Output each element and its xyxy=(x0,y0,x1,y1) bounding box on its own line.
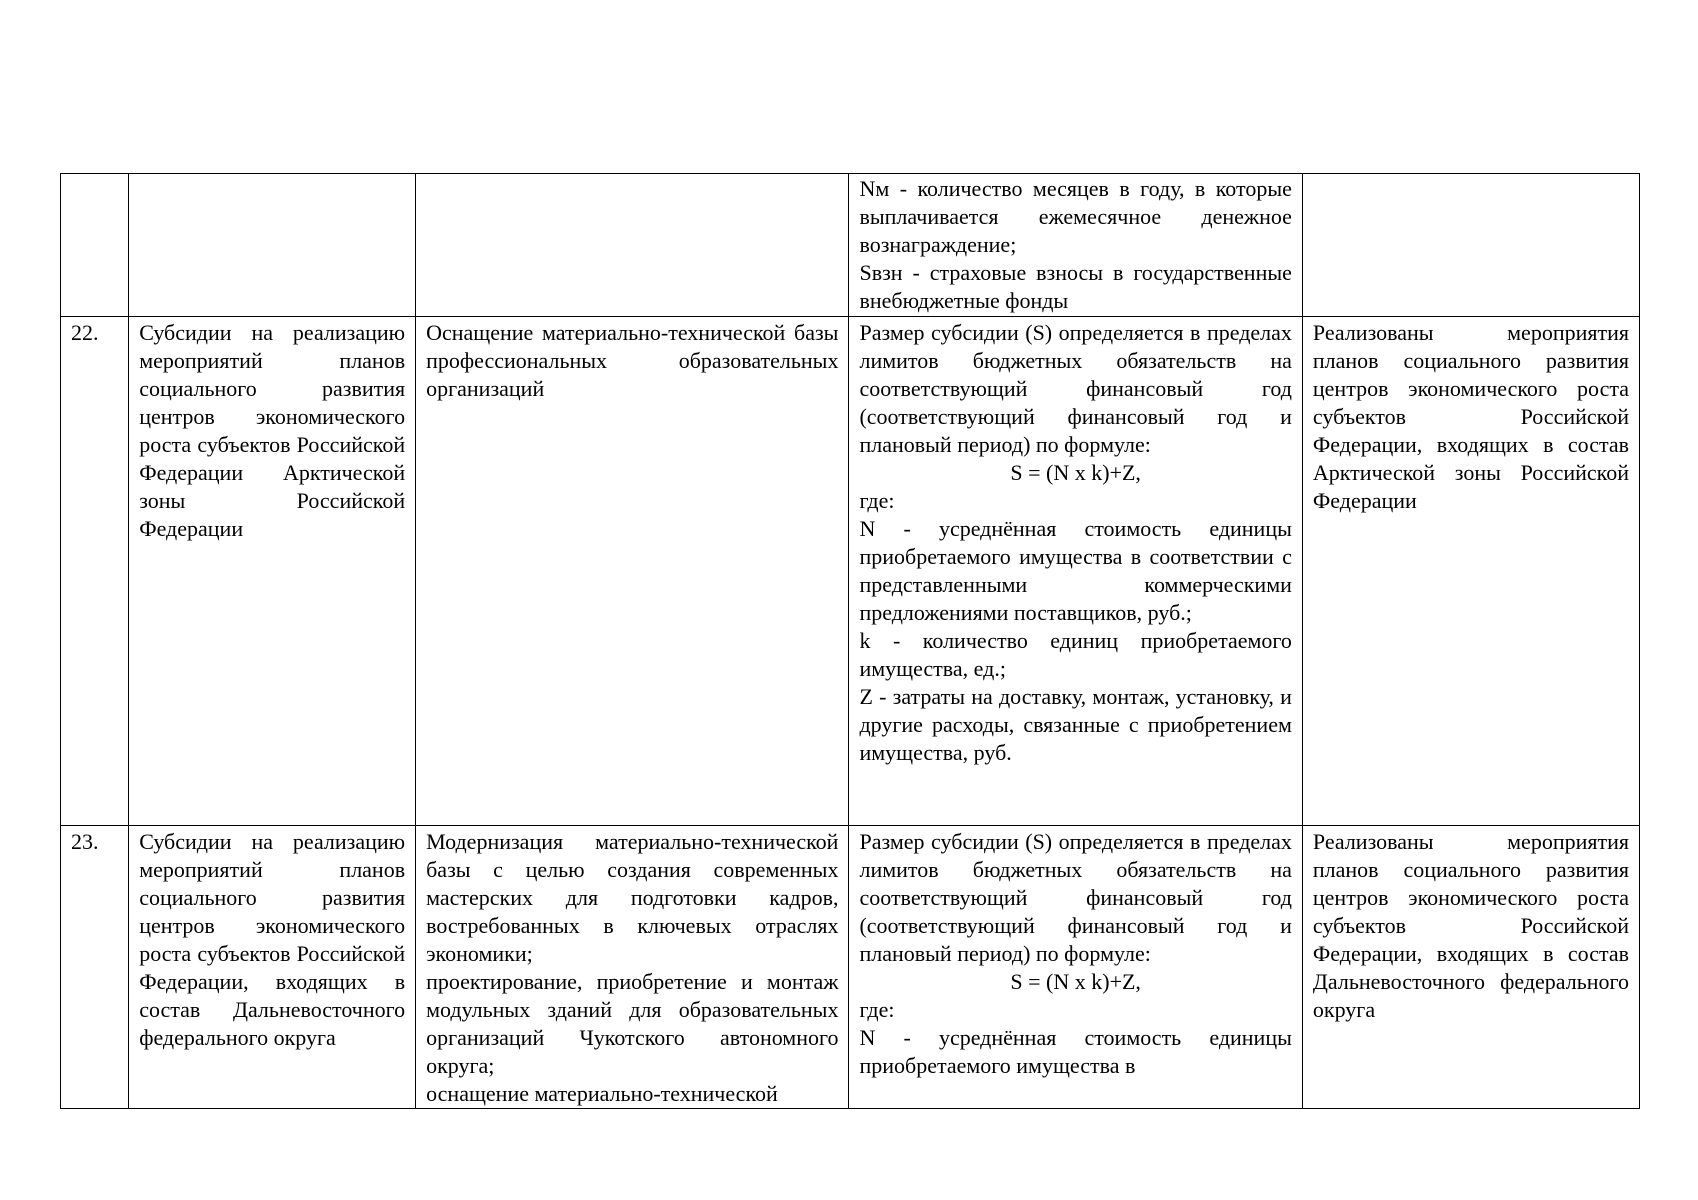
table-row xyxy=(61,317,1640,826)
subsidy-goal-cell xyxy=(416,826,849,1109)
row-number-cell: 23. xyxy=(61,826,129,1109)
goal-paragraph: Оснащение материально-технической базы профессиональных образовательных организаций xyxy=(426,320,839,401)
table-row xyxy=(61,174,1640,317)
row-number-cell: 22. xyxy=(61,317,129,826)
goal-paragraph: оснащение материально-технической xyxy=(426,1081,778,1106)
formula-paragraph: где: xyxy=(859,997,895,1022)
formula-equation: S = (N x k)+Z, xyxy=(1010,460,1141,485)
result-text: Реализованы мероприятия планов социального развития центров экономического роста субъектов Российской Федерации, входящих в состав Дальневосточного федерального округа xyxy=(1312,829,1629,1022)
formula-paragraph: N - усреднённая стоимость единицы приобретаемого имущества в соответствии с представленными коммерческими предложениями поставщиков, руб.; xyxy=(859,516,1292,625)
subsidy-name-cell xyxy=(129,826,416,1109)
subsidies-table xyxy=(60,173,1640,1109)
subsidy-name-text: Субсидии на реализацию мероприятий планов социального развития центров экономического роста субъектов Российской Федерации, входящих в состав Дальневосточного федерального округа xyxy=(139,829,406,1050)
formula-paragraph: Размер субсидии (S) определяется в пределах лимитов бюджетных обязательств на соответствующий финансовый год (соответствующий финансовый год и плановый период) по формуле: xyxy=(859,320,1292,457)
formula-paragraph: Nм - количество месяцев в году, в которые выплачивается ежемесячное денежное вознаграждение; xyxy=(859,176,1292,257)
result-cell xyxy=(1302,826,1639,1109)
goal-paragraph: Модернизация материально-технической базы с целью создания современных мастерских для подготовки кадров, востребованных в ключевых отраслях экономики; xyxy=(426,829,839,966)
goal-paragraph: проектирование, приобретение и монтаж модульных зданий для образовательных организаций Чукотского автономного округа; xyxy=(426,969,839,1078)
subsidy-name-text: Субсидии на реализацию мероприятий планов социального развития центров экономического роста субъектов Российской Федерации Арктической зоны Российской Федерации xyxy=(139,320,406,541)
formula-paragraph: Z - затраты на доставку, монтаж, установку, и другие расходы, связанные с приобретением имущества, руб. xyxy=(859,684,1292,765)
formula-paragraph: k - количество единиц приобретаемого имущества, ед.; xyxy=(859,628,1292,681)
formula-paragraph: N - усреднённая стоимость единицы приобретаемого имущества в xyxy=(859,1025,1292,1078)
row-number-cell xyxy=(61,174,129,317)
formula-paragraph: Размер субсидии (S) определяется в пределах лимитов бюджетных обязательств на соответствующий финансовый год (соответствующий финансовый год и плановый период) по формуле: xyxy=(859,829,1292,966)
formula-cell xyxy=(849,317,1302,826)
formula-cell xyxy=(849,826,1302,1109)
table-row xyxy=(61,826,1640,1109)
formula-paragraph: где: xyxy=(859,488,895,513)
subsidy-goal-cell xyxy=(416,174,849,317)
result-cell xyxy=(1302,317,1639,826)
formula-cell xyxy=(849,174,1302,317)
subsidy-goal-cell xyxy=(416,317,849,826)
subsidy-name-cell xyxy=(129,174,416,317)
result-text: Реализованы мероприятия планов социального развития центров экономического роста субъектов Российской Федерации, входящих в состав Арктической зоны Российской Федерации xyxy=(1312,320,1629,513)
result-cell xyxy=(1302,174,1639,317)
formula-equation: S = (N x k)+Z, xyxy=(1010,969,1141,994)
subsidy-name-cell xyxy=(129,317,416,826)
formula-paragraph: Sвзн - страховые взносы в государственные внебюджетные фонды xyxy=(859,260,1292,313)
